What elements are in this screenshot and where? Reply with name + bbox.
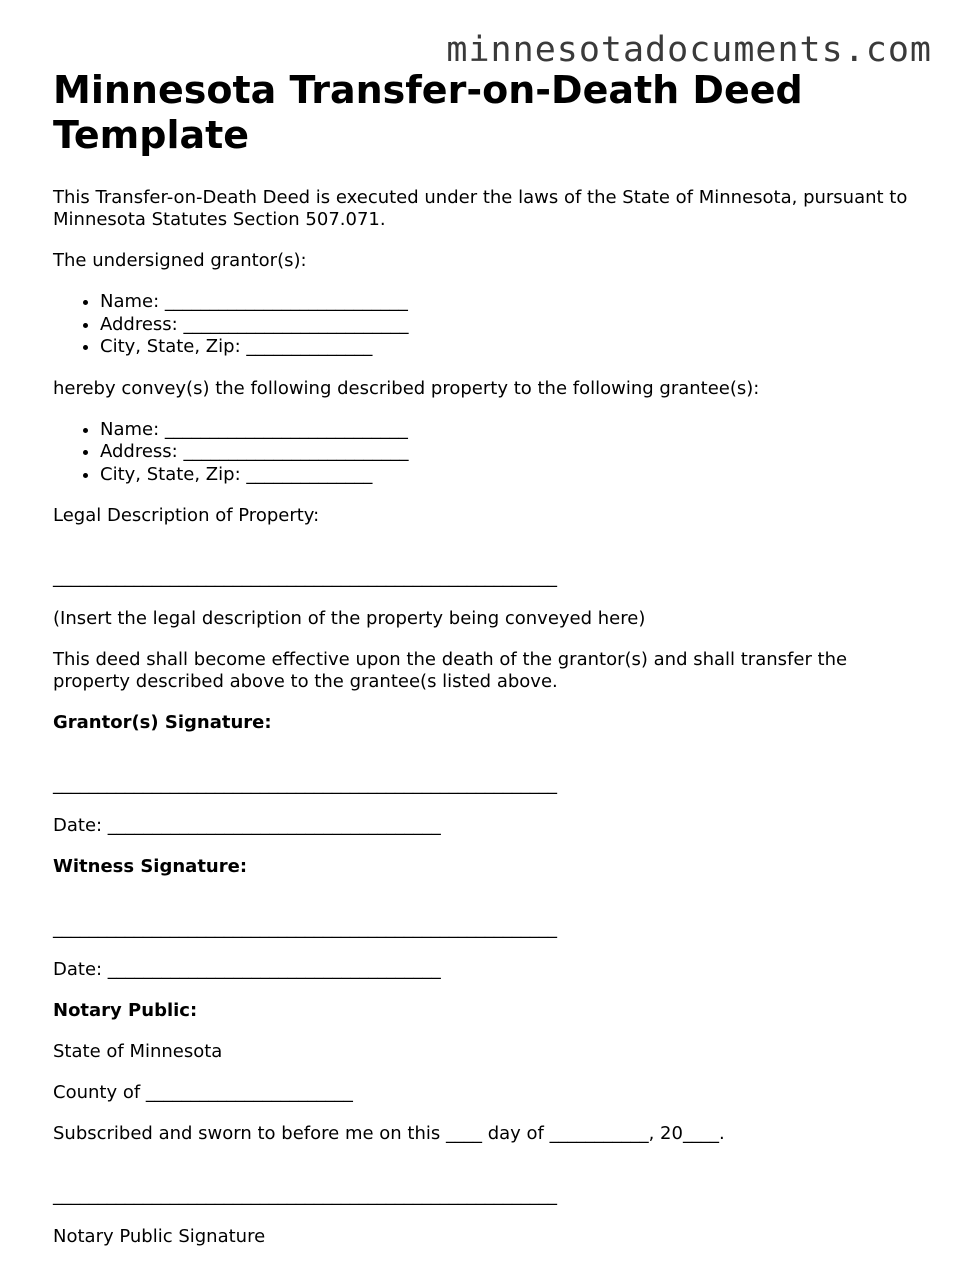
grantee-address-field: • Address: _________________________ [100,441,913,464]
grantor-signature-label: Grantor(s) Signature: [53,712,272,733]
intro-paragraph: This Transfer-on-Death Deed is executed under the laws of the State of Minnesota, pursuant to Minnesota Statutes Section 507.071. [53,187,908,230]
witness-signature-line: ________________________________________________________ [53,918,557,939]
grantor-address-field: • Address: _________________________ [100,314,913,337]
grantee-fields-list [53,419,913,487]
grantor-heading: The undersigned grantor(s): [53,250,307,271]
notary-county: County of _______________________ [53,1082,353,1103]
legal-description-line: ________________________________________________________ [53,567,557,588]
watermark: minnesotadocuments.com [446,30,932,70]
document-body [53,68,913,1267]
grantee-name-field: • Name: ___________________________ [100,419,913,442]
grantor-city-state-zip-field: • City, State, Zip: ______________ [100,336,913,359]
notary-signature-label: Notary Public Signature [53,1226,266,1247]
legal-description-note: (Insert the legal description of the property being conveyed here) [53,608,646,629]
witness-date-line: Date: _____________________________________ [53,959,441,980]
effective-paragraph: This deed shall become effective upon the death of the grantor(s) and shall transfer the property described above to the grantee(s listed above. [53,649,848,692]
grantor-signature-line: ________________________________________________________ [53,774,557,795]
grantor-name-field: • Name: ___________________________ [100,291,913,314]
convey-paragraph: hereby convey(s) the following described property to the following grantee(s): [53,377,760,399]
notary-sworn-text: Subscribed and sworn to before me on this ____ day of ___________, 20____. [53,1123,725,1144]
page-title: Minnesota Transfer-on-Death Deed Template [53,68,803,157]
notary-state: State of Minnesota [53,1041,223,1062]
notary-signature-line: ________________________________________________________ [53,1185,557,1206]
grantor-date-line: Date: _____________________________________ [53,815,441,836]
grantor-fields-list [53,291,913,359]
witness-signature-label: Witness Signature: [53,856,248,877]
legal-description-label: Legal Description of Property: [53,505,320,526]
grantee-city-state-zip-field: • City, State, Zip: ______________ [100,464,913,487]
notary-label: Notary Public: [53,1000,198,1021]
